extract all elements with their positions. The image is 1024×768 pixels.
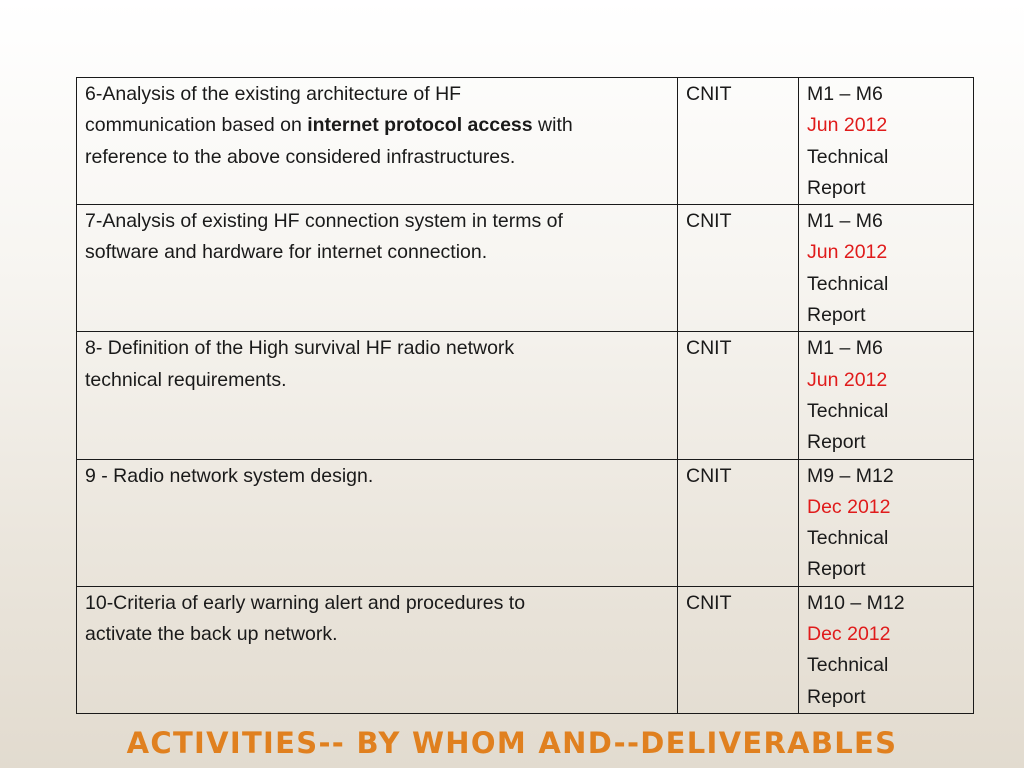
due-date: Dec 2012 (807, 623, 891, 646)
deliverable-type: Report (807, 685, 866, 708)
activity-line: 7-Analysis of existing HF connection system in terms of (85, 210, 563, 233)
activity-line: 6-Analysis of the existing architecture of HF (85, 83, 462, 105)
period: M9 – M12 (807, 464, 894, 487)
due-date: Dec 2012 (807, 495, 891, 518)
due-date: Jun 2012 (807, 368, 888, 391)
activity-cell (77, 78, 678, 205)
activity-cell (77, 459, 678, 586)
who-cell: CNIT (678, 332, 799, 459)
activity-cell (77, 332, 678, 459)
deliverable-type: Technical (807, 145, 889, 168)
deliverable-cell (799, 78, 974, 205)
deliverable-cell (799, 459, 974, 586)
period: M1 – M6 (807, 210, 883, 233)
activities-table (76, 77, 974, 714)
activity-line (85, 110, 669, 141)
table-row (77, 78, 974, 205)
due-date: Jun 2012 (807, 241, 888, 264)
table-row (77, 459, 974, 586)
table-row (77, 586, 974, 713)
deliverable-type: Report (807, 176, 866, 199)
deliverable-type: Technical (807, 654, 889, 677)
deliverable-type: Report (807, 558, 866, 581)
activity-cell (77, 205, 678, 332)
due-date: Jun 2012 (807, 114, 888, 137)
period: M1 – M6 (807, 337, 883, 360)
activity-line: reference to the above considered infrastructures. (85, 145, 516, 168)
slide-title: ACTIVITIES-- BY WHOM AND--DELIVERABLES (126, 726, 898, 760)
activity-emphasis: internet protocol access (307, 114, 533, 137)
activity-line: 10-Criteria of early warning alert and procedures to (85, 591, 526, 614)
who-cell: CNIT (678, 459, 799, 586)
who-cell: CNIT (678, 586, 799, 713)
activity-text: communication based on (85, 114, 308, 137)
activity-line: 9 - Radio network system design. (85, 464, 374, 487)
deliverable-cell (799, 205, 974, 332)
activity-line: activate the back up network. (85, 623, 338, 646)
deliverable-type: Report (807, 431, 866, 454)
table-row (77, 205, 974, 332)
deliverable-cell (799, 332, 974, 459)
activity-line: software and hardware for internet connection. (85, 241, 488, 264)
activity-line: technical requirements. (85, 368, 287, 391)
deliverable-type: Technical (807, 527, 889, 550)
period: M1 – M6 (807, 83, 883, 105)
who-cell: CNIT (678, 78, 799, 205)
activity-text: with (532, 114, 573, 137)
period: M10 – M12 (807, 591, 905, 614)
deliverable-type: Technical (807, 399, 889, 422)
deliverable-cell (799, 586, 974, 713)
deliverable-type: Technical (807, 272, 889, 295)
activity-line: 8- Definition of the High survival HF radio network (85, 337, 515, 360)
who-cell: CNIT (678, 205, 799, 332)
table-row (77, 332, 974, 459)
activity-cell (77, 586, 678, 713)
deliverable-type: Report (807, 304, 866, 327)
